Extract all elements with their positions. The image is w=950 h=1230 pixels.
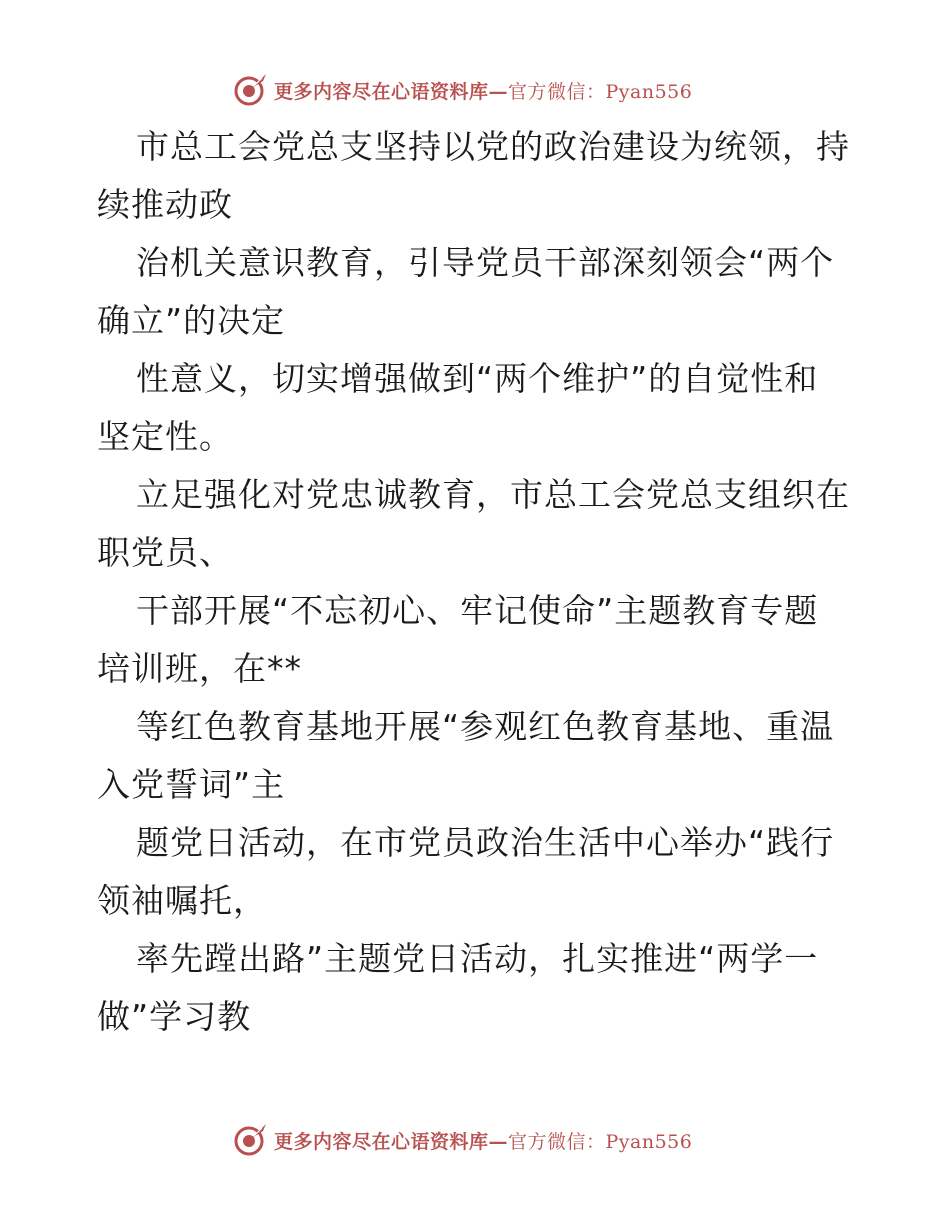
text-line: 率先蹚出路”主题党日活动，扎实推进“两学一 bbox=[136, 939, 819, 978]
text-line: 确立”的决定 bbox=[97, 301, 286, 340]
text-line: 续推动政 bbox=[97, 185, 233, 224]
text-line: 治机关意识教育，引导党员干部深刻领会“两个 bbox=[136, 243, 835, 282]
text-line: 市总工会党总支坚持以党的政治建设为统领，持 bbox=[136, 127, 850, 166]
text-line: 立足强化对党忠诚教育，市总工会党总支组织在 bbox=[136, 475, 850, 514]
watermark-site-text: 更多内容尽在心语资料库 bbox=[274, 80, 489, 103]
watermark-site-text: 更多内容尽在心语资料库 bbox=[274, 1130, 489, 1153]
watermark-dash: — bbox=[488, 1130, 509, 1153]
text-line: 题党日活动，在市党员政治生活中心举办“践行 bbox=[136, 823, 835, 862]
text-line: 等红色教育基地开展“参观红色教育基地、重温 bbox=[136, 707, 835, 746]
text-line: 领袖嘱托， bbox=[97, 881, 267, 920]
text-line: 入党誓词”主 bbox=[97, 765, 286, 804]
text-line: 性意义，切实增强做到“两个维护”的自觉性和 bbox=[136, 359, 819, 398]
quill-seal-icon bbox=[232, 72, 268, 108]
document-body bbox=[97, 118, 853, 1046]
watermark-wechat-text: 官方微信：Pyan556 bbox=[508, 1130, 693, 1153]
text-line: 培训班，在** bbox=[97, 649, 302, 688]
watermark-dash: — bbox=[488, 80, 509, 103]
header-watermark bbox=[232, 70, 712, 110]
text-line: 干部开展“不忘初心、牢记使命”主题教育专题 bbox=[136, 591, 819, 630]
text-line: 坚定性。 bbox=[97, 417, 233, 456]
text-line: 职党员、 bbox=[97, 533, 233, 572]
quill-seal-icon bbox=[232, 1122, 268, 1158]
text-line: 做”学习教 bbox=[97, 997, 252, 1036]
footer-watermark bbox=[232, 1120, 712, 1160]
watermark-wechat-text: 官方微信：Pyan556 bbox=[508, 80, 693, 103]
